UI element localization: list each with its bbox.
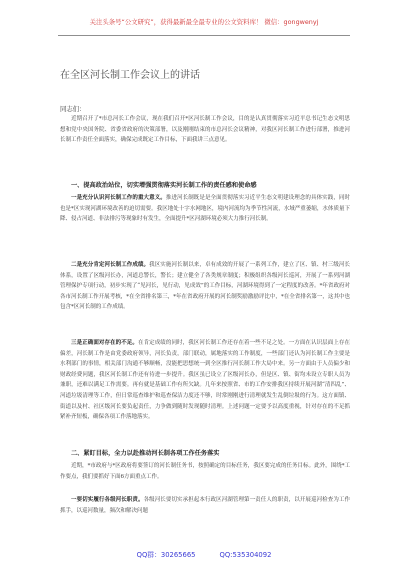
paragraph-2-text: 我区实施河长制以来，卓有成效的开展了一系列工作，建立了区、镇、村三级河长体系，设置了区级河长办，河道总警长，警长；建立健全了各类规章制度；积极组织各级河长巡河，开展了一系列河湖管理保护专项行动，初步实现了“见河长，见行动，见成效”的工作目标，河湖环境得到了一定程度的改善。*年省政府对各市河长制工作开展考核，*在全省排名第三，*年在省政府开展的河长制奖励激励评比中，*在全省排名第一，这其中也包含*区河长制的工作成绩。 — [60, 262, 350, 311]
paragraph-5-text: 各级河长要切实承担起本行政区河湖管理第一责任人的职责，以开展巡河检查为工作抓手，以巡河数量，频次和解决问题 — [60, 497, 350, 514]
header-banner — [58, 8, 350, 36]
paragraph-3-text: 在肯定成绩的同时，我区河长制工作还存在着一些不足之处。一方面在认识层面上存在偏差，河长制工作是由党委政府领导，河长负责，部门联动，属地落实的工作制度，一些部门还认为河长制工作主要是水利部门的事情，相关部门沟通不够顺畅，没能把思想统一到全区推行河长制工作大局中来。另一方面由于人员偏少和财政经费问题，我区河长制工作还有待进一步提升。我区虽已设立了区级河长办，但是区、镇、街均未设立专职人员为兼职，还难以满足工作需要。再有就是基础工作有所欠缺。几年来按照省、市的工作安排我区持续开展河湖“清四乱”、河道垃圾清理等工作，但日常巡查维护和巡查保洁力度还不够，时常刚刚进行清理就发生乱倒垃圾的行为。这方面镇、街道以及村、社区级河长要负起责任，力争做到随时发现随时清理。上述问题一定要予以高度重视，针对存在的不足抓紧补齐短板，确保各项工作落地落实。 — [60, 340, 350, 421]
paragraph-2 — [60, 260, 350, 335]
paragraph-1 — [60, 193, 350, 257]
banner-text[interactable]: 关注头条号“公文研究”，获得最新最全最专业的公文资料库！ 微信：gongwenyj — [89, 18, 319, 26]
section-2-heading: 二、紧盯目标，全力以赴推动河长制各项工作任务落实 — [71, 450, 220, 457]
paragraph-1-text: 推进河长制既是是全面贯彻落实习近平生态文明建设理念的具体实践，同时也是*区实现河湖环境改善的迫切需要。我区地处十字水网地区，境内河流均为季节性河流，水域严重萎缩，水体质量下降、侵占河道、非法排污等现象时有发生，全面提升*区河湖环境必须大力推行河长制。 — [60, 195, 350, 223]
paragraph-5-lead: 一要切实履行各级河长职责。 — [71, 497, 144, 503]
qq-number-text: QQ:535304092 — [219, 551, 272, 559]
page-title: 在全区河长制工作会议上的讲话 — [60, 70, 200, 81]
paragraph-5 — [60, 495, 350, 527]
paragraph-2-lead: 二是充分肯定河长制工作成绩。 — [71, 262, 150, 268]
paragraph-4-text: 近期，*市政府与*区政府将要签订的河长制任务书，按照确定的目标任务，我区要完成的任务目标。此外，围绕*工作要点，我们要抓好下面6方面重点工作。 — [60, 463, 350, 480]
section-1-heading: 一、提高政治站位，切实增强贯彻落实河长制工作的责任感和使命感 — [71, 182, 257, 189]
paragraph-1-lead: 一是充分认识河长制工作的重大意义。 — [71, 195, 166, 201]
paragraph-3 — [60, 338, 350, 445]
paragraph-4 — [60, 461, 350, 493]
intro-paragraph: 近期召开了*市总河长工作会议，现在我们召开*区河长制工作会议，目的是认真贯彻落实习近平总书记生态文明思想和党中央国务院、省委省政府的决策部署，以及刚刚结束的市总河长会议精神，对我区河长制工作进行部署，推进河长制工作责任全面落实，确保完成既定工作目标，下面我讲三点意见。 — [60, 116, 350, 144]
salutation: 同志们： — [60, 105, 86, 113]
footer-contact — [0, 549, 408, 559]
qq-group-text: QQ群：30265665 — [136, 551, 196, 559]
paragraph-3-lead: 三是正确面对存在的不足。 — [71, 340, 138, 346]
